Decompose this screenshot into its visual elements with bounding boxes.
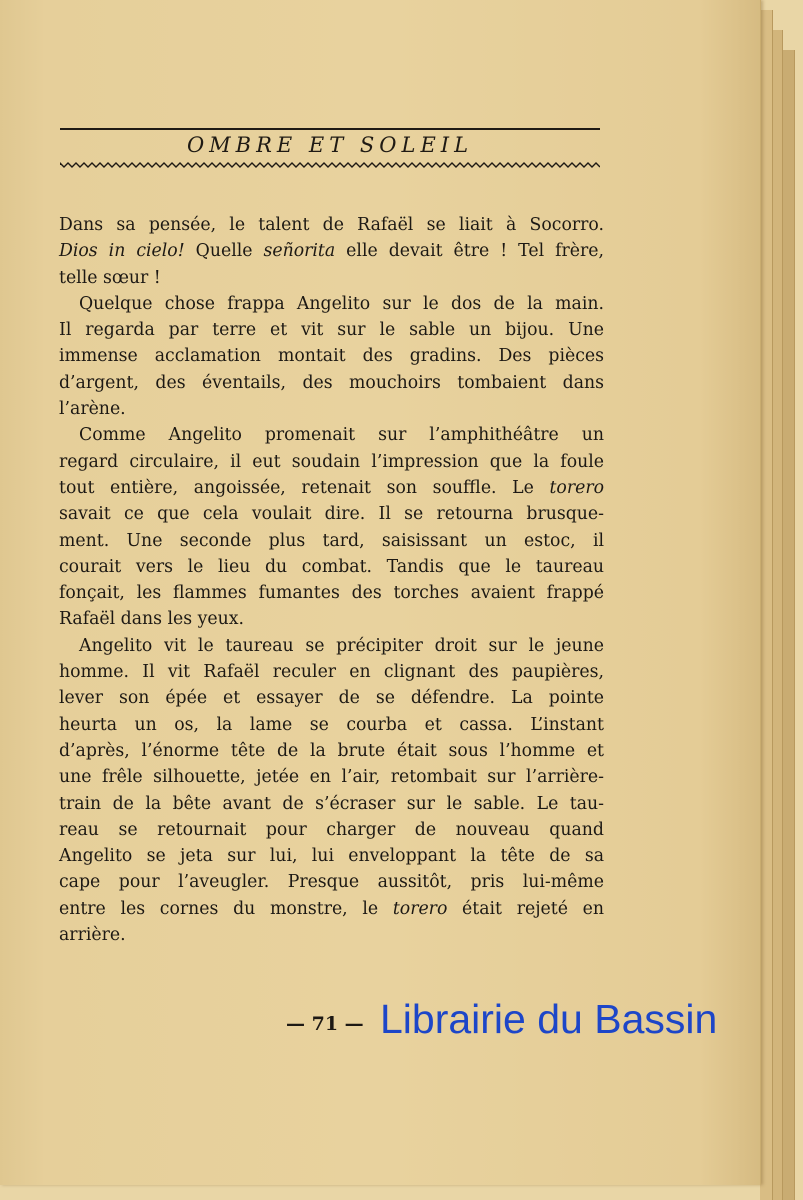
text-segment: immense acclamation montait des gradins. Des pièces bbox=[59, 346, 604, 367]
text-line bbox=[59, 738, 604, 764]
text-line bbox=[59, 422, 604, 448]
text-line bbox=[59, 712, 604, 738]
text-segment: lever son épée et essayer de se défendre. La pointe bbox=[59, 688, 604, 709]
watermark-text: Librairie du Bassin bbox=[380, 996, 718, 1042]
italic-text: torero bbox=[392, 898, 448, 919]
page-number: — 71 — bbox=[286, 1013, 364, 1035]
text-segment: Angelito vit le taureau se précipiter droit sur le jeune bbox=[79, 635, 604, 656]
text-line bbox=[59, 685, 604, 711]
text-line bbox=[59, 501, 604, 527]
text-segment: tout entière, angoissée, retenait son souffle. Le bbox=[59, 477, 550, 498]
text-line bbox=[59, 238, 604, 264]
header-rule bbox=[60, 128, 600, 130]
text-segment: entre les cornes du monstre, le bbox=[59, 898, 393, 919]
text-line bbox=[59, 554, 604, 580]
text-segment: cape pour l’aveugler. Presque aussitôt, pris lui-même bbox=[59, 872, 604, 893]
text-segment: fonçait, les flammes fumantes des torches avaient frappé bbox=[59, 583, 604, 604]
text-segment: arrière. bbox=[59, 925, 126, 946]
page-stack-edge bbox=[760, 10, 773, 1200]
text-segment: Comme Angelito promenait sur l’amphithéâtre un bbox=[79, 425, 604, 446]
text-segment: heurta un os, la lame se courba et cassa. L’instant bbox=[59, 714, 604, 735]
text-segment: telle sœur ! bbox=[59, 267, 161, 288]
italic-text: torero bbox=[549, 477, 604, 498]
italic-text: señorita bbox=[263, 241, 336, 262]
text-segment: Angelito se jeta sur lui, lui enveloppant la tête de sa bbox=[59, 846, 604, 867]
text-line bbox=[59, 633, 604, 659]
text-segment: homme. Il vit Rafaël reculer en clignant des paupières, bbox=[59, 662, 604, 683]
text-segment: courait vers le lieu du combat. Tandis que le taureau bbox=[59, 556, 604, 577]
text-line bbox=[59, 606, 604, 632]
text-segment: elle devait être ! Tel frère, bbox=[335, 241, 605, 262]
text-segment: savait ce que cela voulait dire. Il se retourna brusque- bbox=[59, 504, 604, 525]
italic-text: Dios in cielo! bbox=[59, 241, 185, 262]
text-line bbox=[59, 370, 604, 396]
text-line bbox=[59, 659, 604, 685]
text-line bbox=[59, 528, 604, 554]
text-line bbox=[59, 922, 604, 948]
text-segment: était rejeté en bbox=[447, 898, 605, 919]
text-segment: Quelle bbox=[184, 241, 264, 262]
wavy-rule bbox=[60, 160, 600, 170]
text-segment: reau se retournait pour charger de nouveau quand bbox=[59, 819, 604, 840]
text-segment: ment. Une seconde plus tard, saisissant un estoc, il bbox=[59, 530, 604, 551]
text-segment: l’arène. bbox=[59, 399, 126, 420]
text-segment: Rafaël dans les yeux. bbox=[59, 609, 244, 630]
text-line bbox=[59, 869, 604, 895]
text-line bbox=[59, 843, 604, 869]
text-line bbox=[59, 212, 604, 238]
text-line bbox=[59, 396, 604, 422]
text-segment: regard circulaire, il eut soudain l’impression que la foule bbox=[59, 451, 604, 472]
page-stack-edge bbox=[772, 30, 783, 1200]
text-line bbox=[59, 896, 604, 922]
text-segment: Il regarda par terre et vit sur le sable un bijou. Une bbox=[59, 320, 604, 341]
text-line bbox=[59, 475, 604, 501]
text-line bbox=[59, 291, 604, 317]
text-segment: Quelque chose frappa Angelito sur le dos de la main. bbox=[79, 293, 604, 314]
text-line bbox=[59, 580, 604, 606]
text-line bbox=[59, 265, 604, 291]
text-segment: d’argent, des éventails, des mouchoirs tombaient dans bbox=[59, 372, 604, 393]
text-segment: Dans sa pensée, le talent de Rafaël se liait à Socorro. bbox=[59, 215, 604, 235]
running-title: OMBRE ET SOLEIL bbox=[186, 133, 474, 157]
text-line bbox=[59, 449, 604, 475]
text-line bbox=[59, 317, 604, 343]
text-segment: train de la bête avant de s’écraser sur le sable. Le tau- bbox=[59, 793, 604, 814]
text-line bbox=[59, 791, 604, 817]
text-line bbox=[59, 764, 604, 790]
text-segment: d’après, l’énorme tête de la brute était sous l’homme et bbox=[59, 740, 604, 761]
body-text bbox=[59, 212, 604, 948]
text-line bbox=[59, 343, 604, 369]
page-stack-edge bbox=[782, 50, 795, 1200]
text-segment: une frêle silhouette, jetée en l’air, retombait sur l’arrière- bbox=[59, 767, 604, 788]
text-line bbox=[59, 817, 604, 843]
